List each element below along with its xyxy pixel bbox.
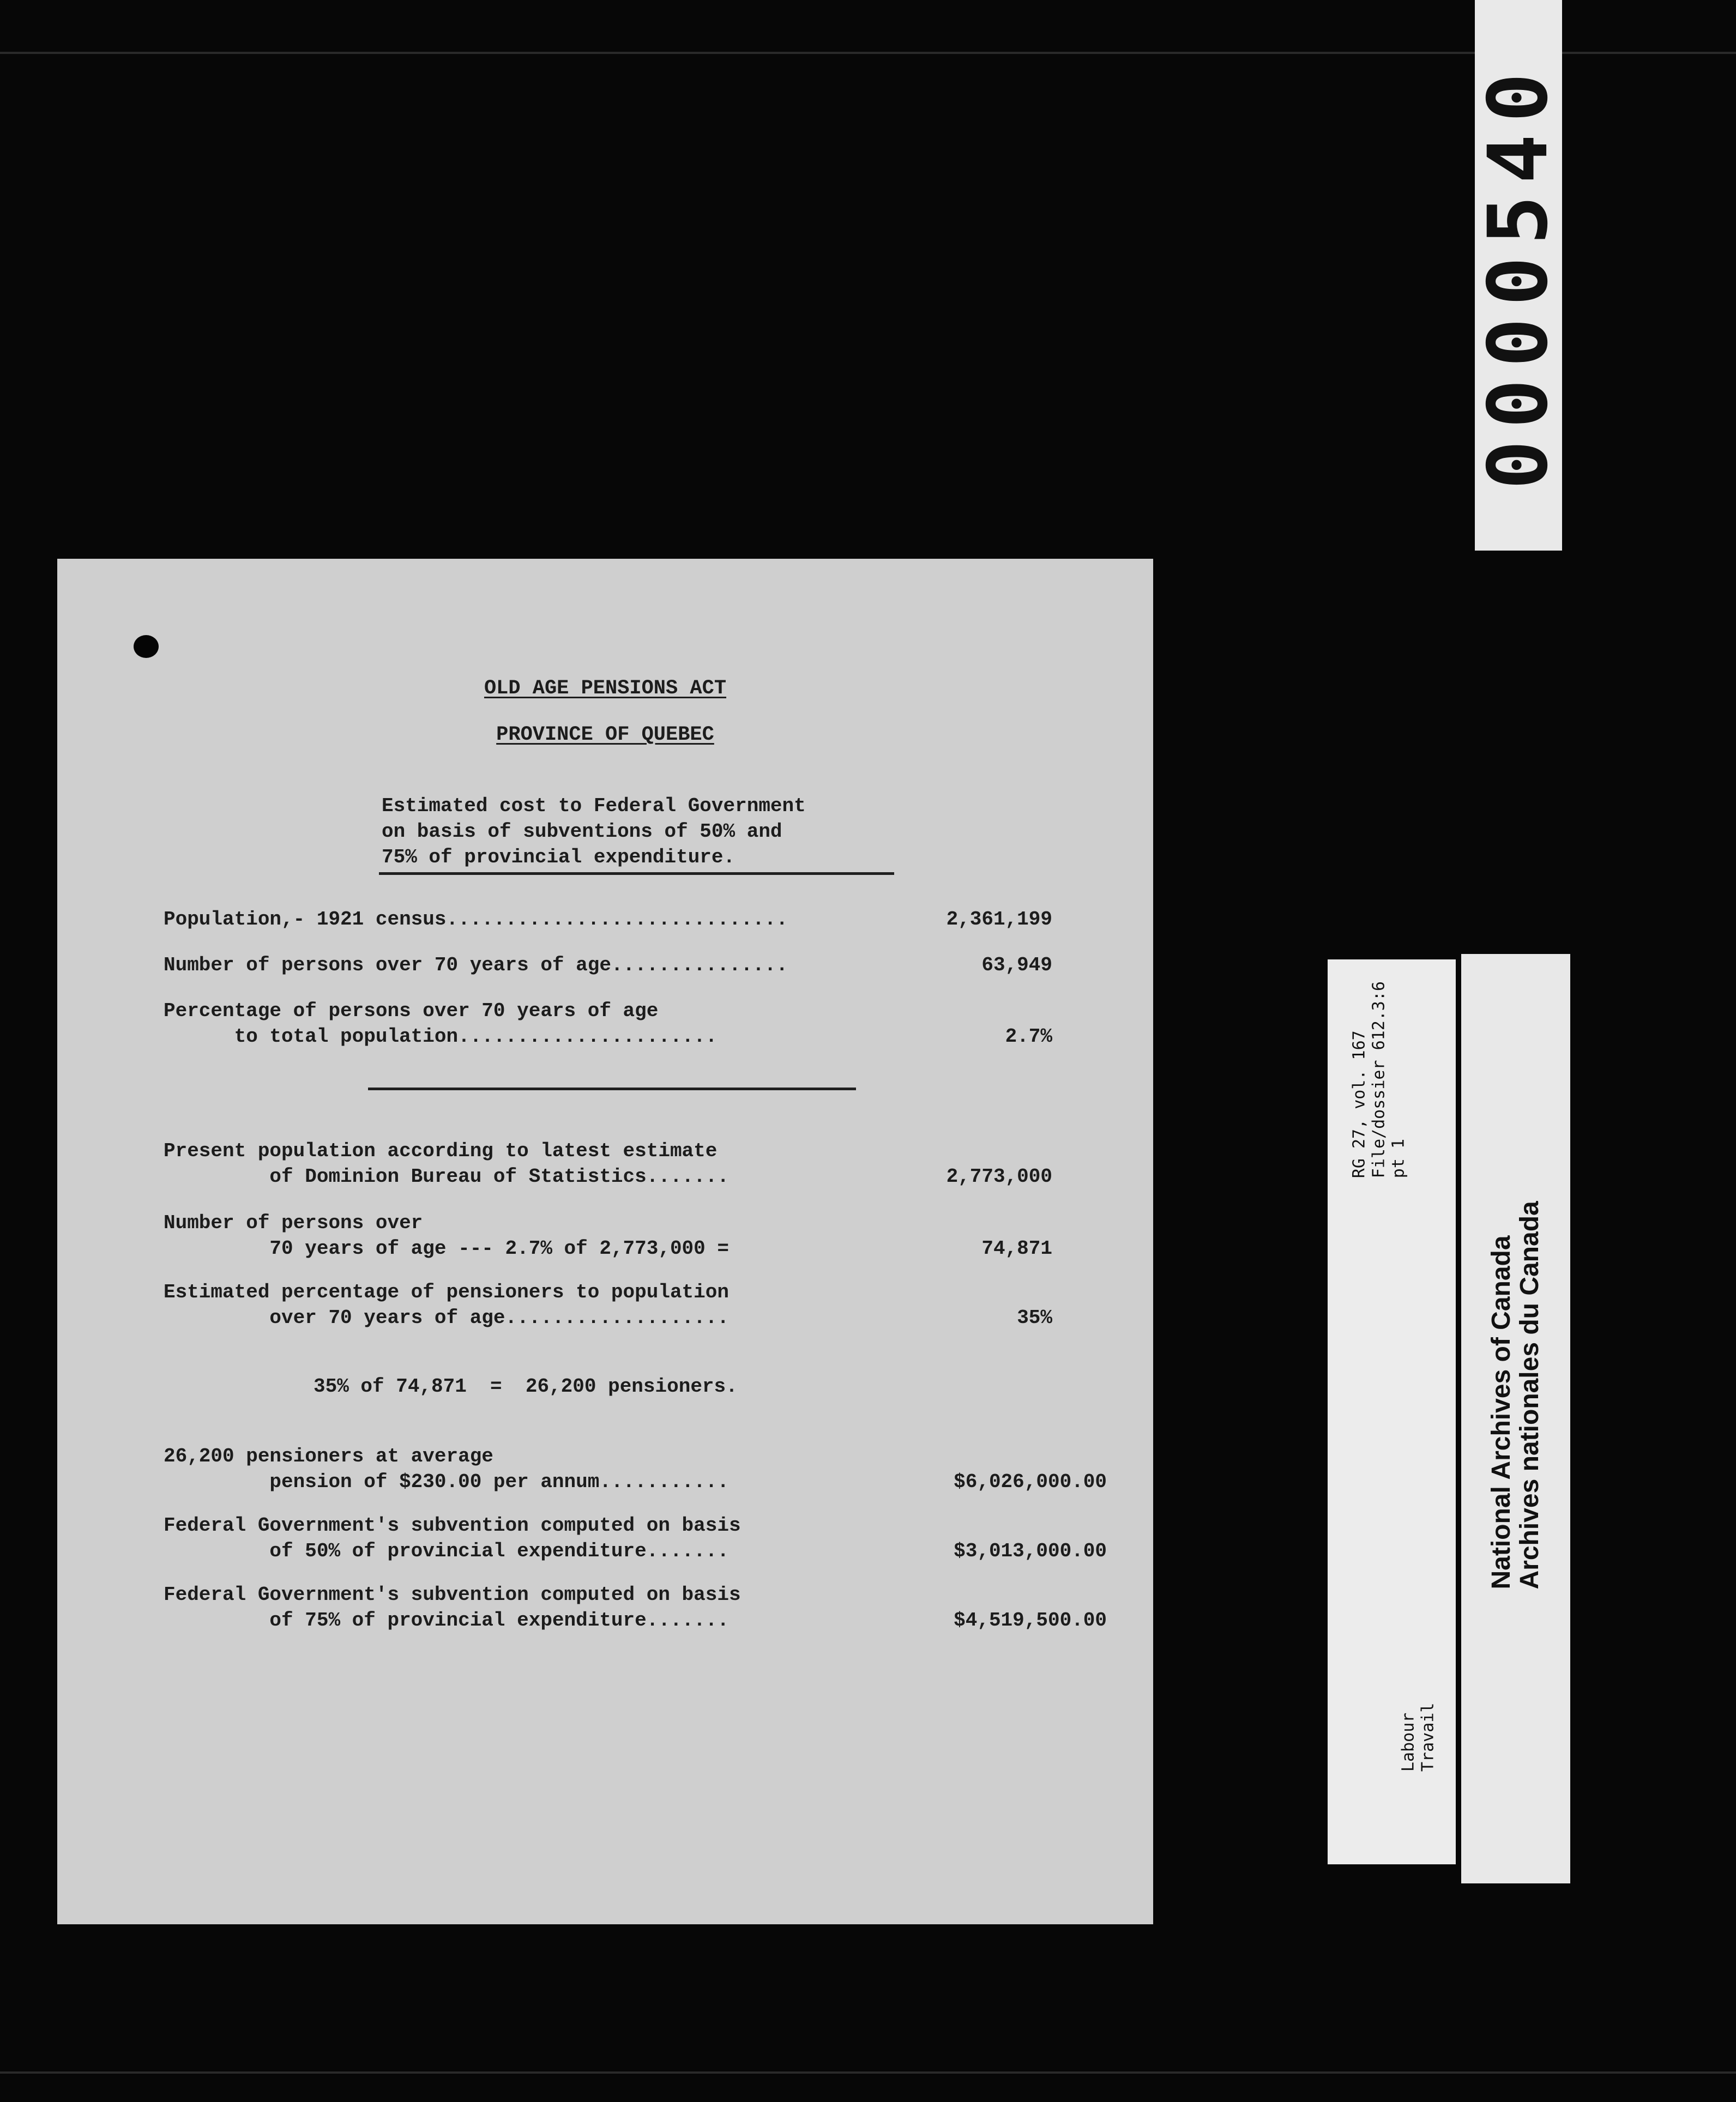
row-value: 63,949: [981, 954, 1052, 976]
archives-name-fr: Archives nationales du Canada: [1515, 1200, 1544, 1589]
row-label: Federal Government's subvention computed on basis: [164, 1514, 741, 1537]
row-value: $3,013,000.00: [954, 1540, 1107, 1562]
row-label: Population,- 1921 census.............................: [164, 908, 788, 931]
section-divider: [368, 1088, 856, 1090]
row-value: $4,519,500.00: [954, 1609, 1107, 1632]
pensioner-calculation: 35% of 74,871 = 26,200 pensioners.: [314, 1375, 738, 1398]
heading-line: Estimated cost to Federal Government: [382, 795, 806, 817]
film-frame-line: [0, 2071, 1736, 2074]
reference-line: File/dossier 612.3:6: [1369, 981, 1388, 1179]
row-label: Estimated percentage of pensioners to population: [164, 1281, 729, 1303]
row-label: of 75% of provincial expenditure.......: [164, 1609, 729, 1632]
document-text: [57, 559, 1153, 1924]
reference-lines: [1349, 981, 1408, 1178]
row-value: 2.7%: [1005, 1025, 1052, 1048]
heading-line: on basis of subventions of 50% and: [382, 820, 782, 843]
heading-line: 75% of provincial expenditure.: [382, 846, 736, 868]
row-label: over 70 years of age...................: [164, 1307, 729, 1329]
row-label: of Dominion Bureau of Statistics.......: [164, 1165, 729, 1188]
row-value: 2,773,000: [946, 1165, 1052, 1188]
reference-label: [1328, 959, 1456, 1864]
heading-underline: [379, 872, 894, 875]
frame-number: 0000540: [1471, 61, 1566, 490]
archives-label: [1461, 954, 1570, 1883]
row-value: 35%: [1017, 1307, 1052, 1329]
reference-line: RG 27, vol. 167: [1349, 1030, 1369, 1179]
row-label: to total population......................: [164, 1025, 718, 1048]
reference-line: pt 1: [1389, 1138, 1408, 1179]
row-label: Number of persons over: [164, 1212, 423, 1234]
row-value: 2,361,199: [946, 908, 1052, 931]
row-label: of 50% of provincial expenditure.......: [164, 1540, 729, 1562]
department-line: Labour: [1399, 1712, 1418, 1772]
archives-names: [1487, 1201, 1544, 1589]
row-label: pension of $230.00 per annum...........: [164, 1471, 729, 1493]
department-line: Travail: [1418, 1702, 1437, 1772]
frame-number-strip: [1471, 0, 1566, 551]
row-value: 74,871: [981, 1237, 1052, 1260]
row-label: Number of persons over 70 years of age...............: [164, 954, 788, 976]
row-label: 26,200 pensioners at average: [164, 1445, 493, 1467]
row-label: Federal Government's subvention computed on basis: [164, 1584, 741, 1606]
department-lines: [1399, 1703, 1438, 1772]
row-label: Present population according to latest estimate: [164, 1140, 718, 1162]
row-label: 70 years of age --- 2.7% of 2,773,000 =: [164, 1237, 729, 1260]
document-title: OLD AGE PENSIONS ACT: [484, 677, 727, 700]
row-label: Percentage of persons over 70 years of age: [164, 1000, 659, 1022]
document-subtitle: PROVINCE OF QUEBEC: [496, 723, 714, 746]
document-page: [57, 559, 1153, 1924]
row-value: $6,026,000.00: [954, 1471, 1107, 1493]
archives-name-en: National Archives of Canada: [1487, 1235, 1516, 1589]
